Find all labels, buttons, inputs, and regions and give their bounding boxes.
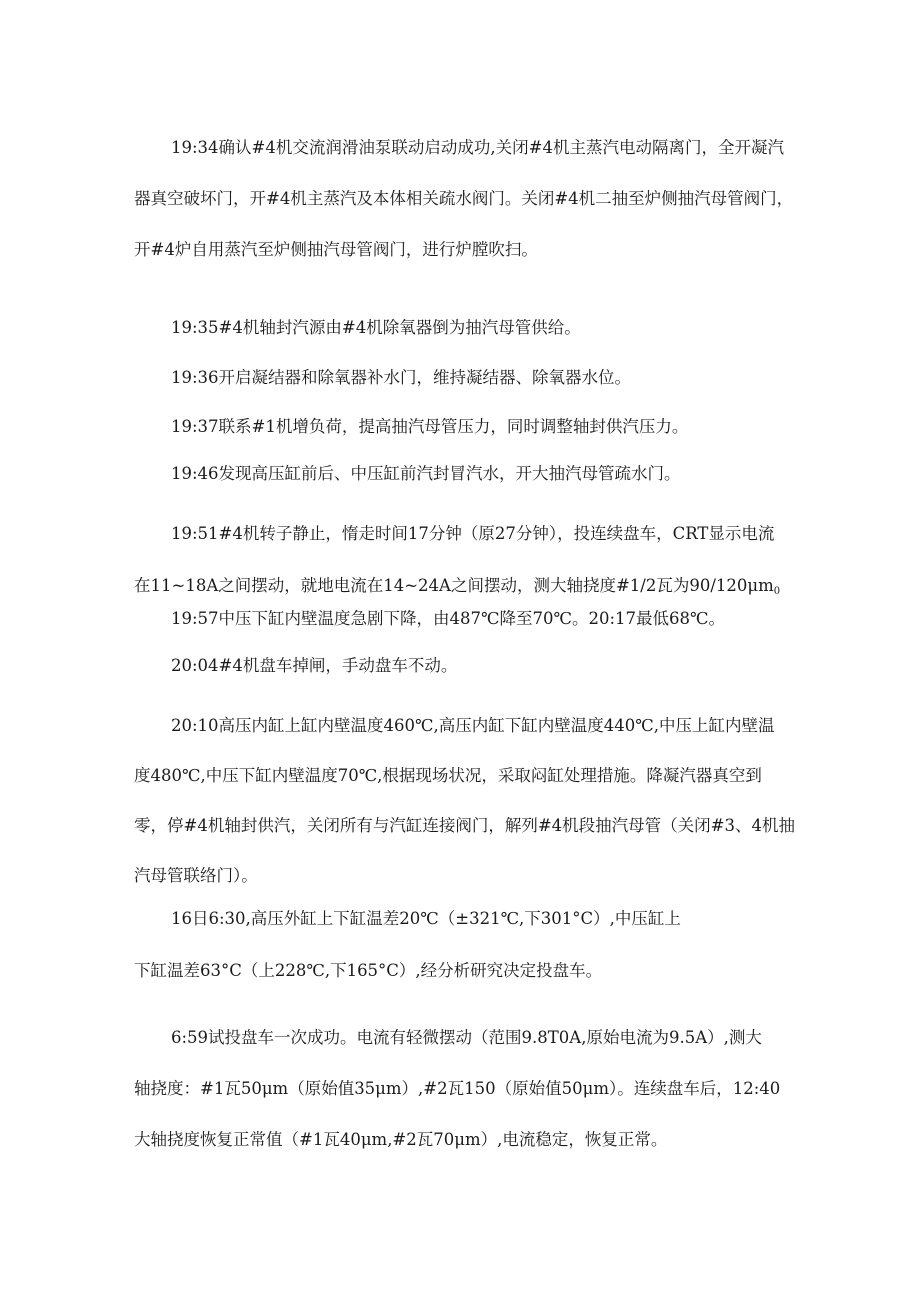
text-line: 19:51#4机转子静止，惰走时间17分钟（原27分钟），投连续盘车，CRT显示电流 [171,524,775,543]
text-line: 下缸温差63°C（上228℃,下165°C）,经分析研究决定投盘车。 [134,961,603,980]
text-line: 19:35#4机轴封汽源由#4机除氧器倒为抽汽母管供给。 [171,318,581,337]
text-line: 16日6:30,高压外缸上下缸温差20℃（±321℃,下301°C）,中压缸上 [171,909,681,928]
text-line: 零，停#4机轴封供汽，关闭所有与汽缸连接阀门，解列#4机段抽汽母管（关闭#3、4机抽 [134,816,795,835]
text-line: 6:59试投盘车一次成功。电流有轻微摆动（范围9.8T0A,原始电流为9.5A）,测大 [171,1028,762,1047]
paragraph-2004 [134,652,794,679]
paragraph-16-630 [134,893,794,997]
text-line: 20:04#4机盘车掉闸，手动盘车不动。 [171,656,458,675]
text-line: 20:10高压内缸上缸内壁温度460℃,高压内缸下缸内壁温度440℃,中压上缸内壁温 [171,716,775,735]
text-line: 器真空破坏门，开#4机主蒸汽及本体相关疏水阀门。关闭#4机二抽至炉侧抽汽母管阀门， [134,189,794,208]
text-line: 19:34确认#4机交流润滑油泵联动启动成功,关闭#4机主蒸汽电动隔离门，全开凝汽 [171,138,784,157]
text-line: 大轴挠度恢复正常值（#1瓦40μm,#2瓦70μm）,电流稳定，恢复正常。 [134,1130,668,1149]
paragraph-1935 [134,314,794,341]
text-line: 19:57中压下缸内壁温度急剧下降，由487℃降至70℃。20:17最低68℃。 [171,609,725,628]
text-line: 开#4炉自用蒸汽至炉侧抽汽母管阀门，进行炉膛吹扫。 [134,240,538,259]
paragraph-1934 [134,122,794,275]
paragraph-1957 [134,605,794,632]
paragraph-1946 [134,460,794,487]
paragraph-659 [134,1012,794,1165]
paragraph-1937 [134,413,794,440]
text-line: 度480℃,中压下缸内壁温度70℃,根据现场状况，采取闷缸处理措施。降凝汽器真空到 [134,766,762,785]
text-line-main: 在11~18A之间摆动，就地电流在14~24A之间摆动，测大轴挠度#1/2瓦为90/120μm [134,576,774,595]
paragraph-1951 [134,508,794,612]
paragraph-2010 [134,701,794,901]
text-line: 汽母管联络门）。 [134,866,258,885]
text-line: 19:36开启凝结器和除氧器补水门，维持凝结器、除氧器水位。 [171,368,632,387]
subscript: 0 [773,586,781,597]
paragraph-1936 [134,364,794,391]
text-line: 19:37联系#1机增负荷，提高抽汽母管压力，同时调整轴封供汽压力。 [171,417,689,436]
text-line: 轴挠度：#1瓦50μm（原始值35μm）,#2瓦150（原始值50μm）。连续盘车后，12:40 [134,1079,781,1098]
text-line: 19:46发现高压缸前后、中压缸前汽封冒汽水，开大抽汽母管疏水门。 [171,464,681,483]
